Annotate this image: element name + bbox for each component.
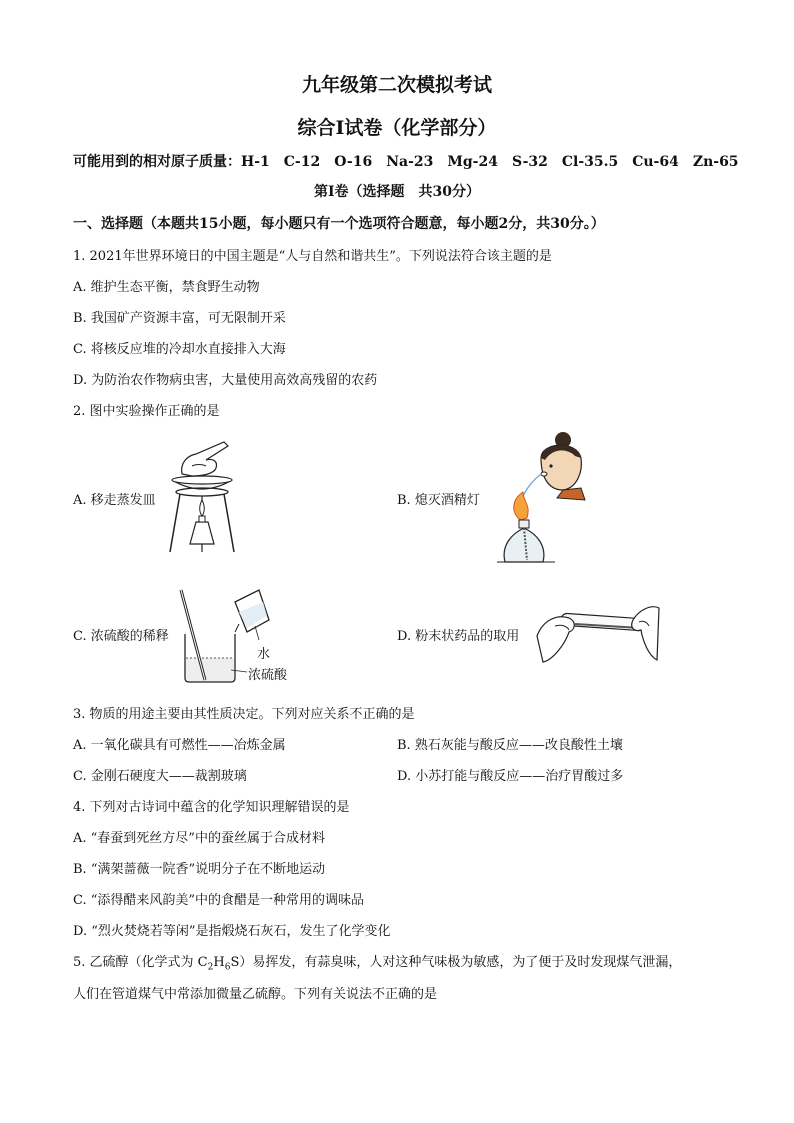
section-heading: 一、选择题（本题共15小题，每小题只有一个选项符合题意，每小题2分，共30分。）: [73, 216, 605, 232]
exam-title: 九年级第二次模拟考试: [301, 74, 492, 96]
q4-option-d: D. “烈火焚烧若等闲”是指煅烧石灰石，发生了化学变化: [73, 924, 391, 939]
q4-option-c: C. “添得醋来风韵美”中的食醋是一种常用的调味品: [73, 893, 365, 908]
q2-option-a: A. 移走蒸发皿: [73, 493, 156, 508]
q1-option-a: A. 维护生态平衡，禁食野生动物: [73, 280, 260, 295]
q3-stem: 3. 物质的用途主要由其性质决定。下列对应关系不正确的是: [73, 707, 415, 722]
label-concentrated-acid: 浓硫酸: [248, 668, 288, 683]
q1-stem: 1. 2021年世界环境日的中国主题是“人与自然和谐共生”。下列说法符合该主题的是: [73, 249, 552, 264]
q3-option-a: A. 一氧化碳具有可燃性——冶炼金属: [73, 738, 286, 753]
evaporating-dish-figure: [162, 436, 242, 554]
label-water: 水: [257, 647, 271, 662]
q3-option-d: D. 小苏打能与酸反应——治疗胃酸过多: [397, 769, 624, 784]
q1-option-c: C. 将核反应堆的冷却水直接排入大海: [73, 342, 286, 357]
q2-stem: 2. 图中实验操作正确的是: [73, 404, 220, 419]
q3-option-c: C. 金刚石硬度大——裁割玻璃: [73, 769, 247, 784]
q2-option-c: C. 浓硫酸的稀释: [73, 629, 169, 644]
q4-option-a: A. “春蚕到死丝方尽”中的蚕丝属于合成材料: [73, 831, 325, 846]
atomic-masses: 可能用到的相对原子质量：H-1 C-12 O-16 Na-23 Mg-24 S-32 Cl-35.5 Cu-64 Zn-65: [73, 154, 739, 170]
q1-option-d: D. 为防治农作物病虫害，大量使用高效高残留的农药: [73, 373, 378, 388]
powder-sampling-figure: [535, 600, 661, 664]
q3-option-b: B. 熟石灰能与酸反应——改良酸性土壤: [397, 738, 623, 753]
q1-option-b: B. 我国矿产资源丰富，可无限制开采: [73, 311, 286, 326]
alcohol-lamp-figure: [497, 428, 591, 564]
q4-stem: 4. 下列对古诗词中蕴含的化学知识理解错误的是: [73, 800, 350, 815]
part-heading: 第I卷（选择题 共30分）: [313, 184, 481, 200]
q4-option-b: B. “满架蔷薇一院香”说明分子在不断地运动: [73, 862, 326, 877]
q2-option-d: D. 粉末状药品的取用: [397, 629, 520, 644]
exam-subtitle: 综合I试卷（化学部分）: [297, 117, 497, 139]
q5-stem-line2: 人们在管道煤气中常添加微量乙硫醇。下列有关说法不正确的是: [73, 987, 438, 1002]
q5-stem: 5. 乙硫醇（化学式为 $C_2H_6S$）易挥发，有蒜臭味，人对这种气味极为敏感，为了便于及时发现煤气泄漏，: [73, 955, 682, 973]
q2-option-b: B. 熄灭酒精灯: [397, 493, 480, 508]
